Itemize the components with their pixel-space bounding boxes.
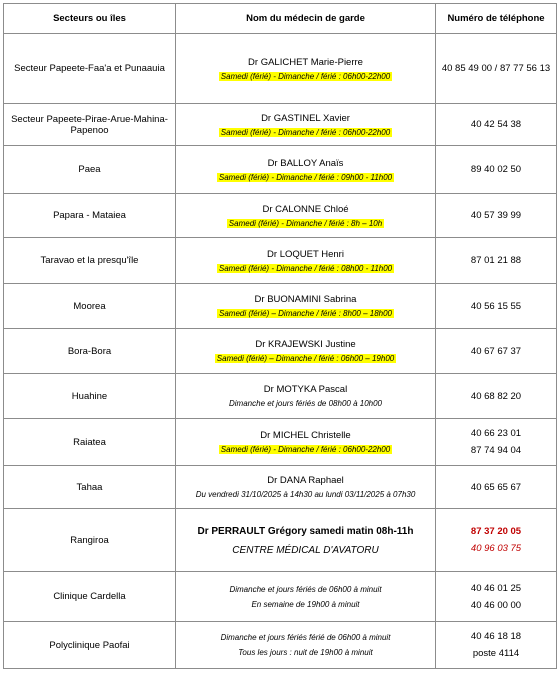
phone-cell	[436, 622, 557, 669]
phone-number-secondary: 40 96 03 75	[470, 543, 522, 554]
header-doctor: Nom du médecin de garde	[176, 4, 436, 34]
schedule-highlight: Samedi (férié) - Dimanche / férié : 08h00 - 11h00	[218, 263, 393, 273]
schedule-line: Dimanche et jours fériés férié de 06h00 à minuit	[220, 633, 391, 642]
doctor-name: Dr GASTINEL Xavier	[261, 112, 350, 124]
table-row	[4, 329, 557, 374]
phone-cell: 87 01 21 88	[436, 238, 557, 284]
schedule-highlight: Samedi (férié) - Dimanche / férié : 09h00 - 11h00	[218, 172, 393, 182]
phone-number: 40 46 18 18	[470, 631, 522, 642]
doctor-name: Dr GALICHET Marie-Pierre	[248, 56, 363, 68]
phone-cell: 89 40 02 50	[436, 146, 557, 194]
sector-cell: Huahine	[4, 374, 176, 419]
doctor-cell	[176, 284, 436, 329]
doctor-cell	[176, 509, 436, 572]
sector-cell: Rangiroa	[4, 509, 176, 572]
table-row	[4, 572, 557, 622]
sector-cell: Papara - Mataiea	[4, 194, 176, 238]
schedule-highlight: Samedi (férié) - Dimanche / férié : 06h00-22h00	[220, 71, 391, 81]
table-header-row	[4, 4, 557, 34]
phone-cell: 40 85 49 00 / 87 77 56 13	[436, 34, 557, 104]
table-row	[4, 466, 557, 509]
sector-cell: Secteur Papeete-Pirae-Arue-Mahina-Papenoo	[4, 104, 176, 146]
sector-cell: Bora-Bora	[4, 329, 176, 374]
doctor-name: Dr CALONNE Chloé	[262, 203, 349, 215]
phone-cell: 40 65 65 67	[436, 466, 557, 509]
table-row	[4, 419, 557, 466]
phone-number: 40 46 01 25	[470, 582, 522, 594]
sector-cell: Paea	[4, 146, 176, 194]
phone-cell: 40 56 15 55	[436, 284, 557, 329]
table-row	[4, 238, 557, 284]
schedule-highlight: Samedi (férié) – Dimanche / férié : 8h00 – 18h00	[219, 309, 392, 318]
sector-cell: Polyclinique Paofai	[4, 622, 176, 669]
schedule-highlight: Samedi (férié) – Dimanche / férié : 06h00 – 19h00	[216, 354, 395, 363]
schedule-cell	[176, 622, 436, 669]
table-row	[4, 146, 557, 194]
doctor-cell	[176, 419, 436, 466]
schedule-highlight: Samedi (férié) - Dimanche / férié : 06h00-22h00	[220, 445, 391, 454]
doctor-cell	[176, 194, 436, 238]
phone-cell	[436, 419, 557, 466]
doctor-cell	[176, 146, 436, 194]
doctor-cell	[176, 34, 436, 104]
table-row	[4, 194, 557, 238]
phone-cell: 40 67 67 37	[436, 329, 557, 374]
phone-cell: 40 42 54 38	[436, 104, 557, 146]
schedule-line: Tous les jours : nuit de 19h00 à minuit	[238, 648, 373, 657]
phone-cell: 40 57 39 99	[436, 194, 557, 238]
on-call-doctors-table	[3, 3, 557, 669]
phone-number-secondary: 87 74 94 04	[470, 445, 522, 456]
doctor-name: Dr DANA Raphael	[267, 475, 344, 486]
sector-cell: Clinique Cardella	[4, 572, 176, 622]
phone-cell	[436, 509, 557, 572]
table-row	[4, 104, 557, 146]
header-sector: Secteurs ou îles	[4, 4, 176, 34]
header-phone: Numéro de téléphone	[436, 4, 557, 34]
medical-center: CENTRE MÉDICAL D'AVATORU	[232, 544, 379, 556]
phone-number: 40 66 23 01	[470, 428, 522, 439]
doctor-name: Dr MICHEL Christelle	[260, 430, 351, 441]
phone-number-secondary: 40 46 00 00	[470, 599, 522, 611]
table-row	[4, 374, 557, 419]
phone-cell	[436, 572, 557, 622]
sector-cell: Secteur Papeete-Faa'a et Punaauia	[4, 34, 176, 104]
doctor-name: Dr MOTYKA Pascal	[263, 384, 348, 395]
schedule-line: En semaine de 19h00 à minuit	[251, 599, 360, 609]
schedule-highlight: Samedi (férié) - Dimanche / férié : 8h – 10h	[228, 218, 383, 228]
sector-cell: Raiatea	[4, 419, 176, 466]
doctor-name: Dr KRAJEWSKI Justine	[255, 339, 356, 350]
doctor-name: Dr BUONAMINI Sabrina	[254, 294, 357, 305]
phone-number-secondary: poste 4114	[472, 648, 520, 659]
doctor-cell	[176, 374, 436, 419]
sector-cell: Taravao et la presqu'île	[4, 238, 176, 284]
schedule-highlight: Samedi (férié) - Dimanche / férié : 06h00-22h00	[220, 127, 391, 137]
doctor-cell	[176, 238, 436, 284]
phone-number: 87 37 20 05	[470, 526, 522, 537]
sector-cell: Tahaa	[4, 466, 176, 509]
doctor-cell	[176, 104, 436, 146]
doctor-name: Dr BALLOY Anaïs	[267, 157, 344, 169]
doctor-name: Dr LOQUET Henri	[267, 248, 344, 260]
schedule-text: Du vendredi 31/10/2025 à 14h30 au lundi 03/11/2025 à 07h30	[195, 490, 416, 499]
schedule-cell	[176, 572, 436, 622]
table-row	[4, 622, 557, 669]
schedule-text: Dimanche et jours fériés de 08h00 à 10h00	[229, 399, 382, 408]
doctor-cell	[176, 329, 436, 374]
doctor-name: Dr PERRAULT Grégory samedi matin 08h-11h	[197, 525, 414, 537]
schedule-line: Dimanche et jours fériés de 06h00 à minuit	[229, 584, 382, 594]
table-row	[4, 284, 557, 329]
phone-cell: 40 68 82 20	[436, 374, 557, 419]
doctor-cell	[176, 466, 436, 509]
sector-cell: Moorea	[4, 284, 176, 329]
table-row	[4, 34, 557, 104]
table-row	[4, 509, 557, 572]
